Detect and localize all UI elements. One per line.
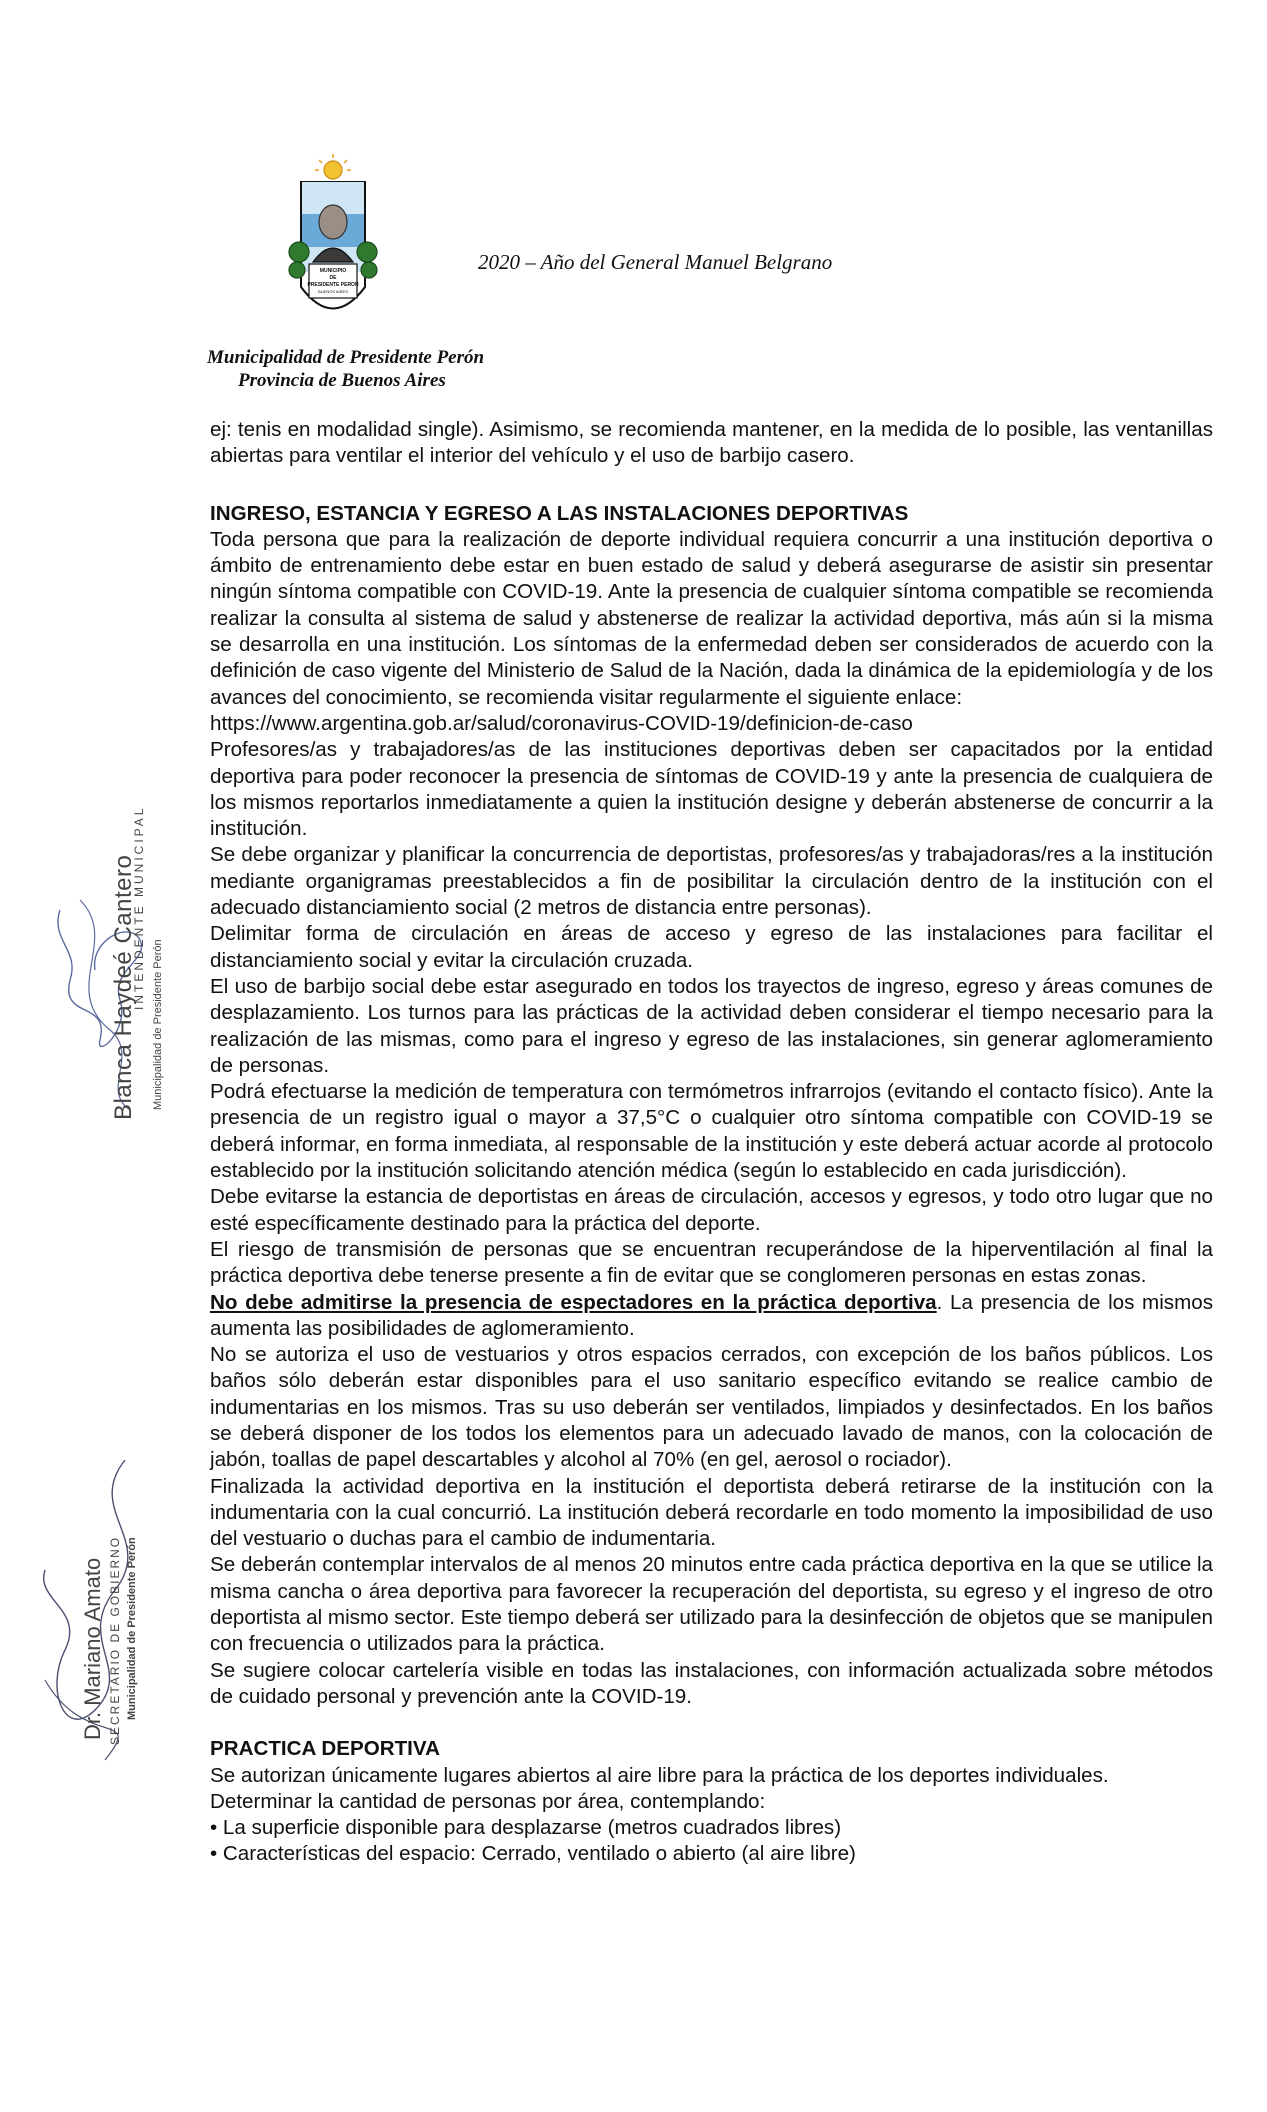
signatory-1-municipality: Municipalidad de Presidente Perón: [152, 939, 164, 1110]
signatory-2-role: SECRETARIO DE GOBIERNO: [108, 1535, 122, 1745]
practica-bullet-1: • La superficie disponible para desplazarse (metros cuadrados libres): [210, 1816, 842, 1840]
document-body: [210, 417, 1213, 1868]
logo-text-1: MUNICIPIO: [319, 268, 347, 274]
practica-bullet-2: • Características del espacio: Cerrado, ventilado o abierto (al aire libre): [210, 1842, 856, 1866]
definition-link: https://www.argentina.gob.ar/salud/coronavirus-COVID-19/definicion-de-caso: [210, 711, 913, 735]
municipality-name: Municipalidad de Presidente Perón: [207, 347, 485, 368]
paragraph-9-rest: . La presencia de los mismos aumenta las posibilidades de aglomeramiento.: [210, 1290, 1213, 1340]
paragraph-3: Se debe organizar y planificar la concurrencia de deportistas, profesores/as y trabajadoras/res a la institución mediante organigramas preestablecidos a fin de posibilitar la circulación dentro de la institución con el adecuado distanciamiento social (2 metros de distancia entre personas).: [210, 843, 1213, 920]
paragraph-10: No se autoriza el uso de vestuarios y otros espacios cerrados, con excepción de los baños públicos. Los baños sólo deberán estar disponibles para el uso sanitario específico evitando se realice cambio de indumentarias en los mismos. Tras su uso deberán ser ventilados, limpiados y desinfectados. En los baños se deberá disponer de los todos los elementos para un adecuado lavado de manos, con la colocación de jabón, toallas de papel descartables y alcohol al 70% (en gel, aerosol o rociador).: [210, 1343, 1213, 1472]
paragraph-8: El riesgo de transmisión de personas que se encuentran recuperándose de la hiperventilación al final la práctica deportiva debe tenerse presente a fin de evitar que se conglomeren personas en estas zonas.: [210, 1237, 1213, 1288]
municipal-coat-of-arms-logo: [273, 152, 393, 332]
year-motto: 2020 – Año del General Manuel Belgrano: [478, 250, 833, 274]
practica-paragraph-1: Se autorizan únicamente lugares abiertos al aire libre para la práctica de los deportes individuales.: [210, 1763, 1109, 1787]
paragraph-2: Profesores/as y trabajadores/as de las instituciones deportivas deben ser capacitados por la entidad deportiva para poder reconocer la presencia de síntomas de COVID-19 y ante la presencia de cualquiera de los mismos reportarlos inmediatamente a quien la institución designe y deberán abstenerse de concurrir a la institución.: [210, 738, 1213, 841]
paragraph-5: El uso de barbijo social debe estar asegurado en todos los trayectos de ingreso, egreso y áreas comunes de desplazamiento. Los turnos para las prácticas de la actividad deben considerar el tiempo necesario para la realización de las mismas, como para el ingreso y egreso de las instalaciones, sin generar aglomeramiento de personas.: [210, 974, 1213, 1077]
spectators-warning: No debe admitirse la presencia de espectadores en la práctica deportiva: [210, 1290, 937, 1314]
paragraph-1: Toda persona que para la realización de deporte individual requiera concurrir a una institución deportiva o ámbito de entrenamiento debe estar en buen estado de salud y deberá asegurarse de asistir sin presentar ningún síntoma compatible con COVID-19. Ante la presencia de cualquier síntoma compatible se recomienda realizar la consulta al sistema de salud y abstenerse de realizar la actividad deportiva, más aún si la misma se desarrolla en una institución. Los síntomas de la enfermedad deben ser considerados de acuerdo con la definición de caso vigente del Ministerio de Salud de la Nación, dada la dinámica de la epidemiología y de los avances del conocimiento, se recomienda visitar regularmente el siguiente enlace:: [210, 527, 1213, 709]
paragraph-4: Delimitar forma de circulación en áreas de acceso y egreso de las instalaciones para facilitar el distanciamiento social y evitar la circulación cruzada.: [210, 922, 1213, 972]
signatory-2-municipality: Municipalidad de Presidente Perón: [126, 1537, 138, 1720]
paragraph-12: Se deberán contemplar intervalos de al menos 20 minutos entre cada práctica deportiva en la que se utilice la misma cancha o área deportiva para favorecer la recuperación del deportista, su egreso y el ingreso de otro deportista al mismo sector. Este tiempo deberá ser utilizado para la desinfección de objetos que se manipulen con frecuencia o utilizados para la práctica.: [210, 1553, 1213, 1656]
province-name: Provincia de Buenos Aires: [238, 370, 446, 391]
practica-paragraph-2: Determinar la cantidad de personas por área, contemplando:: [210, 1789, 766, 1813]
section-title-practica: PRACTICA DEPORTIVA: [210, 1737, 440, 1761]
logo-text-3: PRESIDENTE PERON: [307, 282, 359, 288]
logo-text-2: DE: [329, 275, 337, 281]
intro-paragraph: ej: tenis en modalidad single). Asimismo, se recomienda mantener, en la medida de lo posible, las ventanillas abiertas para ventilar el interior del vehículo y el uso de barbijo casero.: [210, 418, 1213, 468]
signatory-2-name: Dr. Mariano Amato: [80, 1557, 105, 1740]
paragraph-6: Podrá efectuarse la medición de temperatura con termómetros infrarrojos (evitando el contacto físico). Ante la presencia de un registro igual o mayor a 37,5°C o cualquier otro síntoma compatible con COVID-19 se deberá informar, en forma inmediata, al responsable de la institución y este deberá actuar acorde al protocolo establecido por la institución solicitando atención médica (según lo establecido en cada jurisdicción).: [210, 1080, 1213, 1183]
paragraph-13: Se sugiere colocar cartelería visible en todas las instalaciones, con información actualizada sobre métodos de cuidado personal y prevención ante la COVID-19.: [210, 1658, 1213, 1708]
signatory-1-name: Blanca Haydeé Cantero: [110, 854, 137, 1120]
paragraph-11: Finalizada la actividad deportiva en la institución el deportista deberá retirarse de la institución con la indumentaria con la cual concurrió. La institución deberá recordarle en todo momento la imposibilidad de uso del vestuario o duchas para el cambio de indumentaria.: [210, 1474, 1213, 1551]
section-title-ingreso: INGRESO, ESTANCIA Y EGRESO A LAS INSTALACIONES DEPORTIVAS: [210, 501, 909, 525]
paragraph-9: [210, 1290, 1213, 1343]
logo-text-4: BUENOS AIRES: [318, 289, 348, 294]
signatory-1-role: INTENDENTE MUNICIPAL: [132, 805, 146, 1010]
paragraph-7: Debe evitarse la estancia de deportistas en áreas de circulación, accesos y egresos, y todo otro lugar que no esté específicamente destinado para la práctica del deporte.: [210, 1185, 1213, 1235]
